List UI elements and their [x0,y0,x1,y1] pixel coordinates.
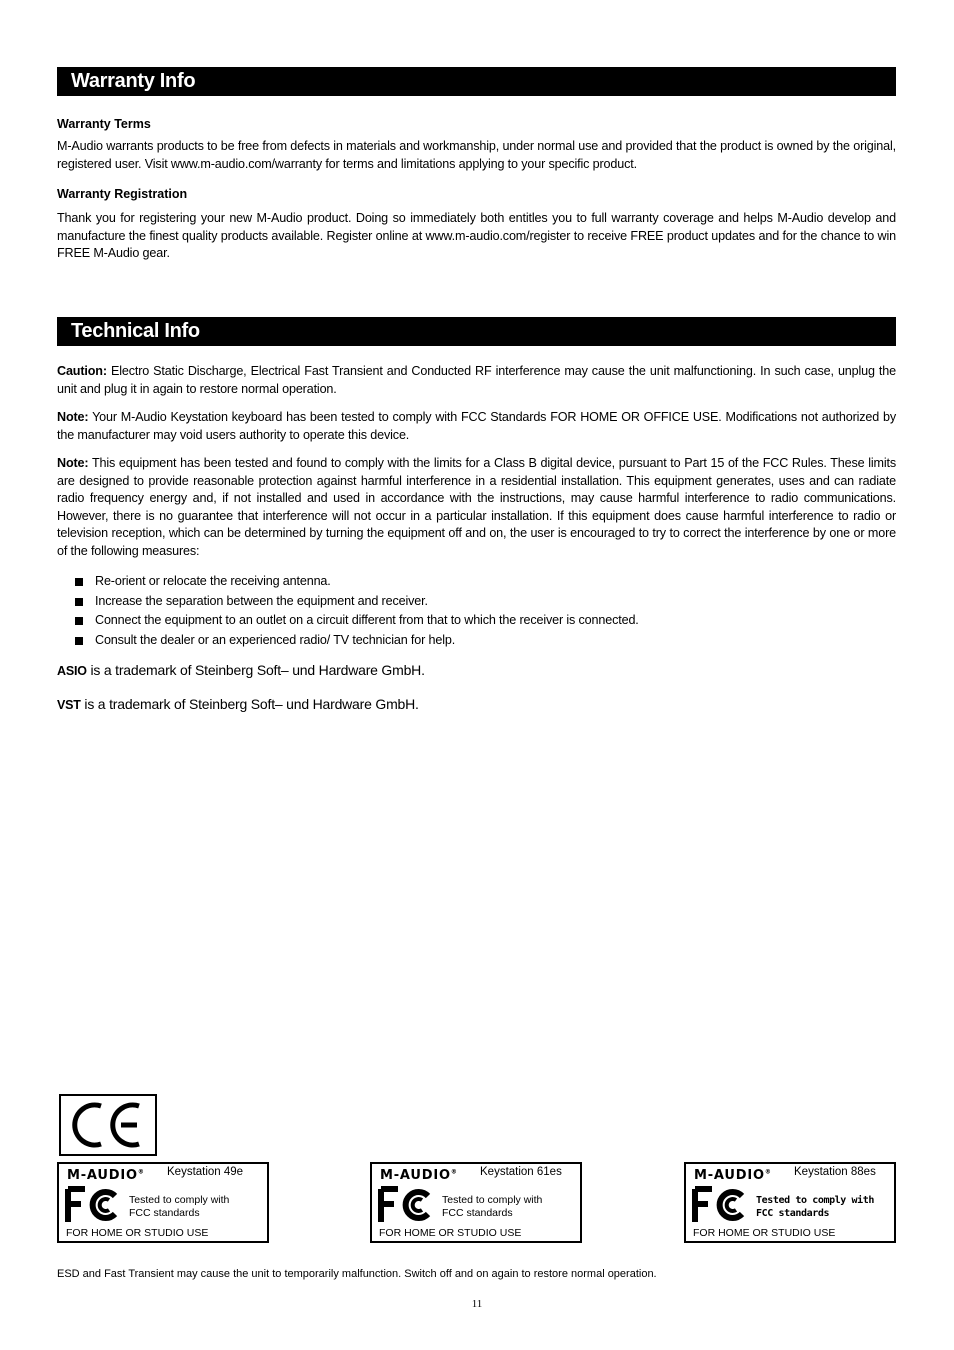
fcc-logo-icon [692,1186,752,1224]
caution-label: Caution: [57,364,107,378]
caution-paragraph [57,363,896,398]
square-bullet-icon [75,617,83,625]
square-bullet-icon [75,578,83,586]
compliance-text: Tested to comply with FCC standards [129,1194,230,1219]
warranty-heading: Warranty Info [57,67,896,96]
model-name: Keystation 88es [794,1166,876,1178]
fcc-label-61es [370,1162,582,1243]
warranty-terms-title: Warranty Terms [57,117,151,131]
fcc-logo-icon [378,1186,438,1224]
fcc-label-88es [684,1162,896,1243]
model-name: Keystation 61es [480,1166,562,1178]
warranty-terms-text: M-Audio warrants products to be free from defects in materials and workmanship, under normal use and provided that the product is owned by the original, registered user. Visit www.m-audio.com/warranty for terms and limitations applying to your specific product. [57,139,896,171]
use-text: FOR HOME OR STUDIO USE [693,1227,836,1239]
page-number: 11 [471,1298,483,1310]
warranty-registration-title: Warranty Registration [57,187,188,201]
fcc-logo-icon [65,1186,125,1224]
list-item: Connect the equipment to an outlet on a circuit different from that to which the receiver is connected. [57,611,896,631]
m-audio-logo: M-AUDIO® [694,1168,772,1183]
note2-paragraph [57,455,896,560]
ce-mark-icon [59,1094,157,1156]
use-text: FOR HOME OR STUDIO USE [66,1227,209,1239]
vst-trademark: VST is a trademark of Steinberg Soft– und Hardware GmbH. [57,696,419,712]
technical-heading: Technical Info [57,317,896,346]
square-bullet-icon [75,598,83,606]
compliance-text: Tested to comply with FCC standards [442,1194,543,1219]
model-name: Keystation 49e [167,1166,244,1178]
footer-note: ESD and Fast Transient may cause the unit to temporarily malfunction. Switch off and on again to restore normal operation. [57,1268,657,1280]
m-audio-logo: M-AUDIO® [380,1168,458,1183]
note1-label: Note: [57,410,89,424]
list-item: Re-orient or relocate the receiving antenna. [57,572,896,592]
compliance-text: Tested to comply with FCC standards [756,1195,875,1219]
note2-label: Note: [57,456,89,470]
note2-text: This equipment has been tested and found to comply with the limits for a Class B digital device, pursuant to Part 15 of the FCC Rules. These limits are designed to provide reasonable protection against harmful interference in a residential installation. This equipment generates, uses and can radiate radio frequency energy and, if not installed and used in accordance with the instructions, may cause harmful interference to radio communications. However, there is no guarantee that interference will not occur in a particular installation. If this equipment does cause harmful interference to radio or television reception, which can be determined by turning the equipment off and on, the user is encouraged to try to correct the interference by one or more of the following measures: [57,456,896,558]
asio-trademark: ASIO is a trademark of Steinberg Soft– und Hardware GmbH. [57,662,425,678]
list-item: Increase the separation between the equipment and receiver. [57,592,896,612]
square-bullet-icon [75,637,83,645]
measures-list [57,572,896,650]
fcc-label-49e [57,1162,269,1243]
m-audio-logo: M-AUDIO® [67,1168,145,1183]
list-item: Consult the dealer or an experienced radio/ TV technician for help. [57,631,896,651]
use-text: FOR HOME OR STUDIO USE [379,1227,522,1239]
note1-text: Your M-Audio Keystation keyboard has been tested to comply with FCC Standards FOR HOME OR OFFICE USE. Modifications not authorized by the manufacturer may void users authority to operate this device. [57,410,896,442]
note1-paragraph [57,409,896,444]
caution-text: Electro Static Discharge, Electrical Fast Transient and Conducted RF interference may cause the unit malfunctioning. In such case, unplug the unit and plug it in again to restore normal operation. [57,364,896,396]
warranty-registration-text: Thank you for registering your new M-Audio product. Doing so immediately both entitles you to full warranty coverage and helps M-Audio develop and manufacture the finest quality products available. Register online at www.m-audio.com/register to receive FREE product updates and for the chance to win FREE M-Audio gear. [57,211,896,260]
